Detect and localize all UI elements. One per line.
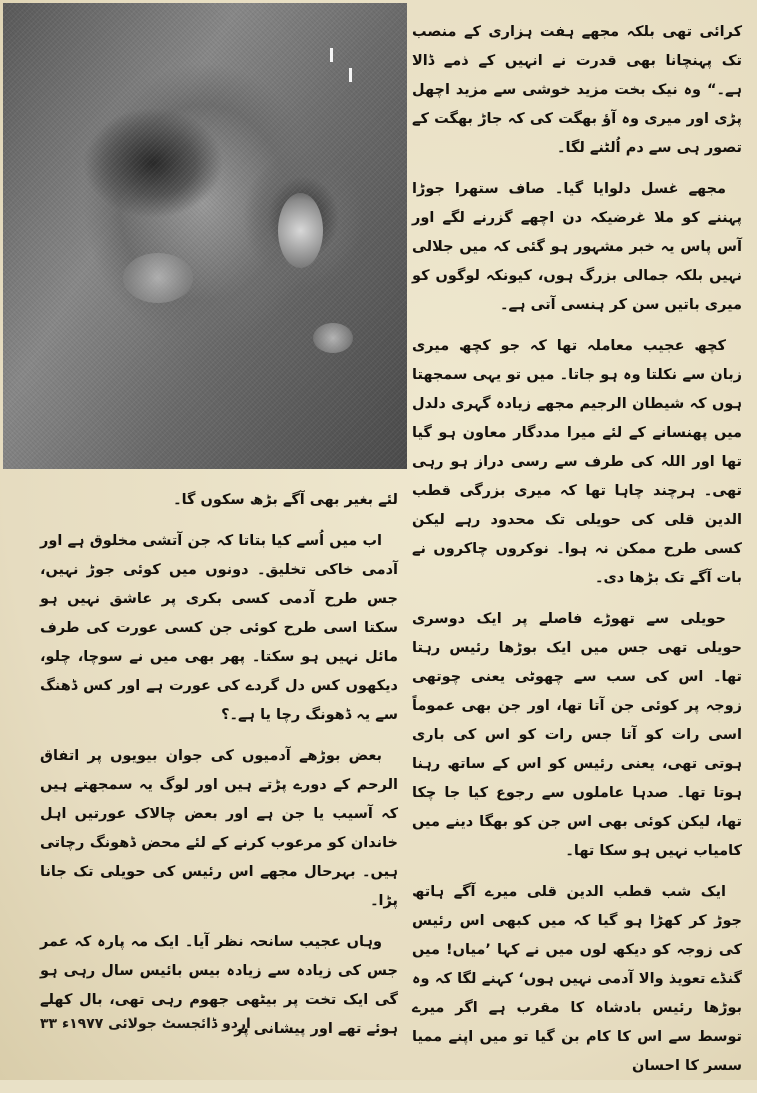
right-text-column (412, 18, 742, 1093)
photo-scratch (330, 48, 333, 62)
page-footer: اردو ڈائجسٹ جولائی ۱۹۷۷ء ۳۳ (40, 1016, 251, 1032)
paragraph: اب میں اُسے کیا بتاتا کہ جن آتشی مخلوق ہے اور آدمی خاکی تخلیق۔ دونوں میں کوئی جوڑ نہیں، جس طرح آدمی کسی بکری پر عاشق نہیں ہو سکتا اسی طرح کوئی جن کسی عورت کی طرف مائل نہیں ہو سکتا۔ پھر بھی میں نے سوچا، چلو، دیکھوں کس دل گردے کی عورت ہے اور کس ڈھنگ سے یہ ڈھونگ رچا یا ہے۔؟ (40, 533, 398, 723)
paragraph: کچھ عجیب معاملہ تھا کہ جو کچھ میری زبان سے نکلتا وہ ہو جاتا۔ میں تو یہی سمجھتا ہوں کہ شیطان الرجیم مجھے زیادہ گہری دلدل میں پھنسانے کے لئے میرا مددگار معاون ہو گیا تھا اور اللہ کی طرف سے رسی دراز ہو رہی تھی۔ ہرچند چاہا تھا کہ میری بزرگی قطب الدین قلی کی حویلی تک محدود رہے لیکن کسی طرح ممکن نہ ہوا۔ نوکروں چاکروں نے بات آگے تک بڑھا دی۔ (412, 338, 742, 586)
paragraph: وہاں عجیب سانحہ نظر آیا۔ ایک مہ پارہ کہ عمر جس کی زیادہ سے زیادہ بیس بائیس سال رہی ہو گی ایک تخت پر بیٹھی جھوم رہی تھی، بال کھلے ہوئے تھے اور پیشانی پر (40, 934, 398, 1037)
paragraph: حویلی سے تھوڑے فاصلے پر ایک دوسری حویلی تھی جس میں ایک بوڑھا رئیس رہتا تھا۔ اس کی سب سے چھوٹی یعنی چوتھی زوجہ پر کوئی جن آتا تھا، اور جن بھی عموماً اسی رات کو آتا جس رات کو اس کی باری ہوتی تھی، یعنی رئیس کو اس کے ساتھ رہنا ہوتا تھا۔ صدہا عاملوں سے رجوع کیا جا چکا تھا، لیکن کوئی بھی اس جن کو بھگا دینے میں کامیاب نہیں ہو سکا تھا۔ (412, 611, 742, 859)
paragraph: مجھے غسل دلوایا گیا۔ صاف ستھرا جوڑا پہننے کو ملا غرضیکہ دن اچھے گزرنے لگے اور آس پاس یہ خبر مشہور ہو گئی کہ میں جلالی نہیں بلکہ جمالی بزرگ ہوں، کیونکہ لوگوں کو میری باتیں سن کر ہنسی آتی ہے۔ (412, 181, 742, 313)
left-text-column (40, 486, 398, 1056)
photo-highlight (123, 253, 193, 303)
photo-grain (3, 3, 407, 469)
paragraph: کرائی تھی بلکہ مجھے ہفت ہزاری کے منصب تک پہنچانا بھی قدرت نے انہیں کے ذمے ڈالا ہے۔“ وہ نیک بخت مزید خوشی سے مزید اچھل پڑی اور میری وہ آؤ بھگت کی کہ جاڑ بھگت کے تصور ہی سے دم اُلٹنے لگا۔ (412, 24, 742, 156)
paragraph: لئے بغیر بھی آگے بڑھ سکوں گا۔ (173, 492, 398, 508)
photo-scratch (349, 68, 352, 82)
photo-highlight (278, 193, 323, 268)
paragraph: بعض بوڑھے آدمیوں کی جوان بیویوں پر اتفاق الرحم کے دورے پڑتے ہیں اور لوگ یہ سمجھتے ہیں کہ آسیب یا جن ہے اور بعض چالاک عورتیں اہل خاندان کو مرعوب کرنے کے لئے محض ڈھونگ رچاتی ہیں۔ بہرحال مجھے اس رئیس کی حویلی تک جانا پڑا۔ (40, 748, 398, 909)
photo-highlight (313, 323, 353, 353)
photograph (3, 3, 407, 469)
paragraph: ایک شب قطب الدین قلی میرے آگے ہاتھ جوڑ کر کھڑا ہو گیا کہ میں کبھی اس رئیس کی زوجہ کو دیکھ لوں میں نے کہا ’میاں! میں گنڈے تعویذ والا آدمی نہیں ہوں‘ کہنے لگا کہ وہ بوڑھا رئیس بادشاہ کا مقرب ہے اگر میرے توسط سے اس کا کام بن گیا تو میں اپنے ممیا سسر کا احسان (412, 884, 742, 1074)
